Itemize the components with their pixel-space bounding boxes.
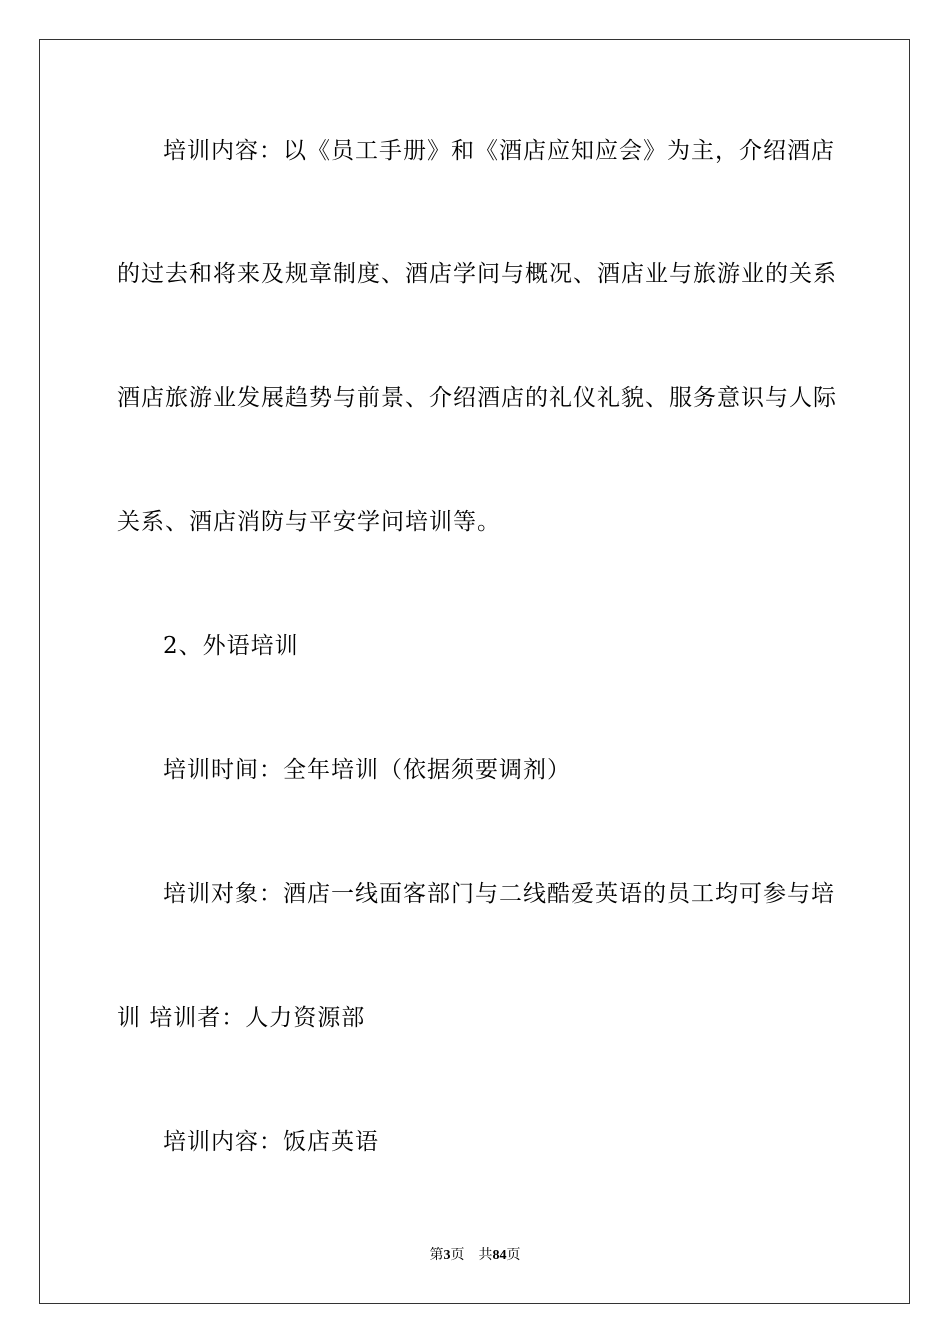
total-pages: 84: [492, 1248, 507, 1263]
paragraph-line: 培训时间：全年培训（依据须要调剂）: [163, 757, 571, 783]
page-footer: [0, 1246, 950, 1266]
paragraph-line: 关系、酒店消防与平安学问培训等。: [117, 509, 501, 535]
section-heading: 2、外语培训: [163, 633, 299, 659]
paragraph-line: 培训对象：酒店一线面客部门与二线酷爱英语的员工均可参与培: [163, 881, 835, 907]
total-suffix: 页: [506, 1248, 521, 1263]
paragraph-line: 酒店旅游业发展趋势与前景、介绍酒店的礼仪礼貌、服务意识与人际: [117, 385, 837, 411]
paragraph-line: 训 培训者：人力资源部: [117, 1005, 366, 1031]
page-number: 3: [443, 1248, 451, 1263]
page-suffix: 页: [450, 1248, 465, 1263]
paragraph-line: 培训内容：以《员工手册》和《酒店应知应会》为主，介绍酒店: [163, 138, 835, 164]
total-prefix: 共: [478, 1248, 493, 1263]
page-prefix: 第: [429, 1248, 444, 1263]
page-border: [39, 39, 910, 1304]
paragraph-line: 的过去和将来及规章制度、酒店学问与概况、酒店业与旅游业的关系: [117, 261, 837, 287]
paragraph-line: 培训内容：饭店英语: [163, 1129, 379, 1155]
